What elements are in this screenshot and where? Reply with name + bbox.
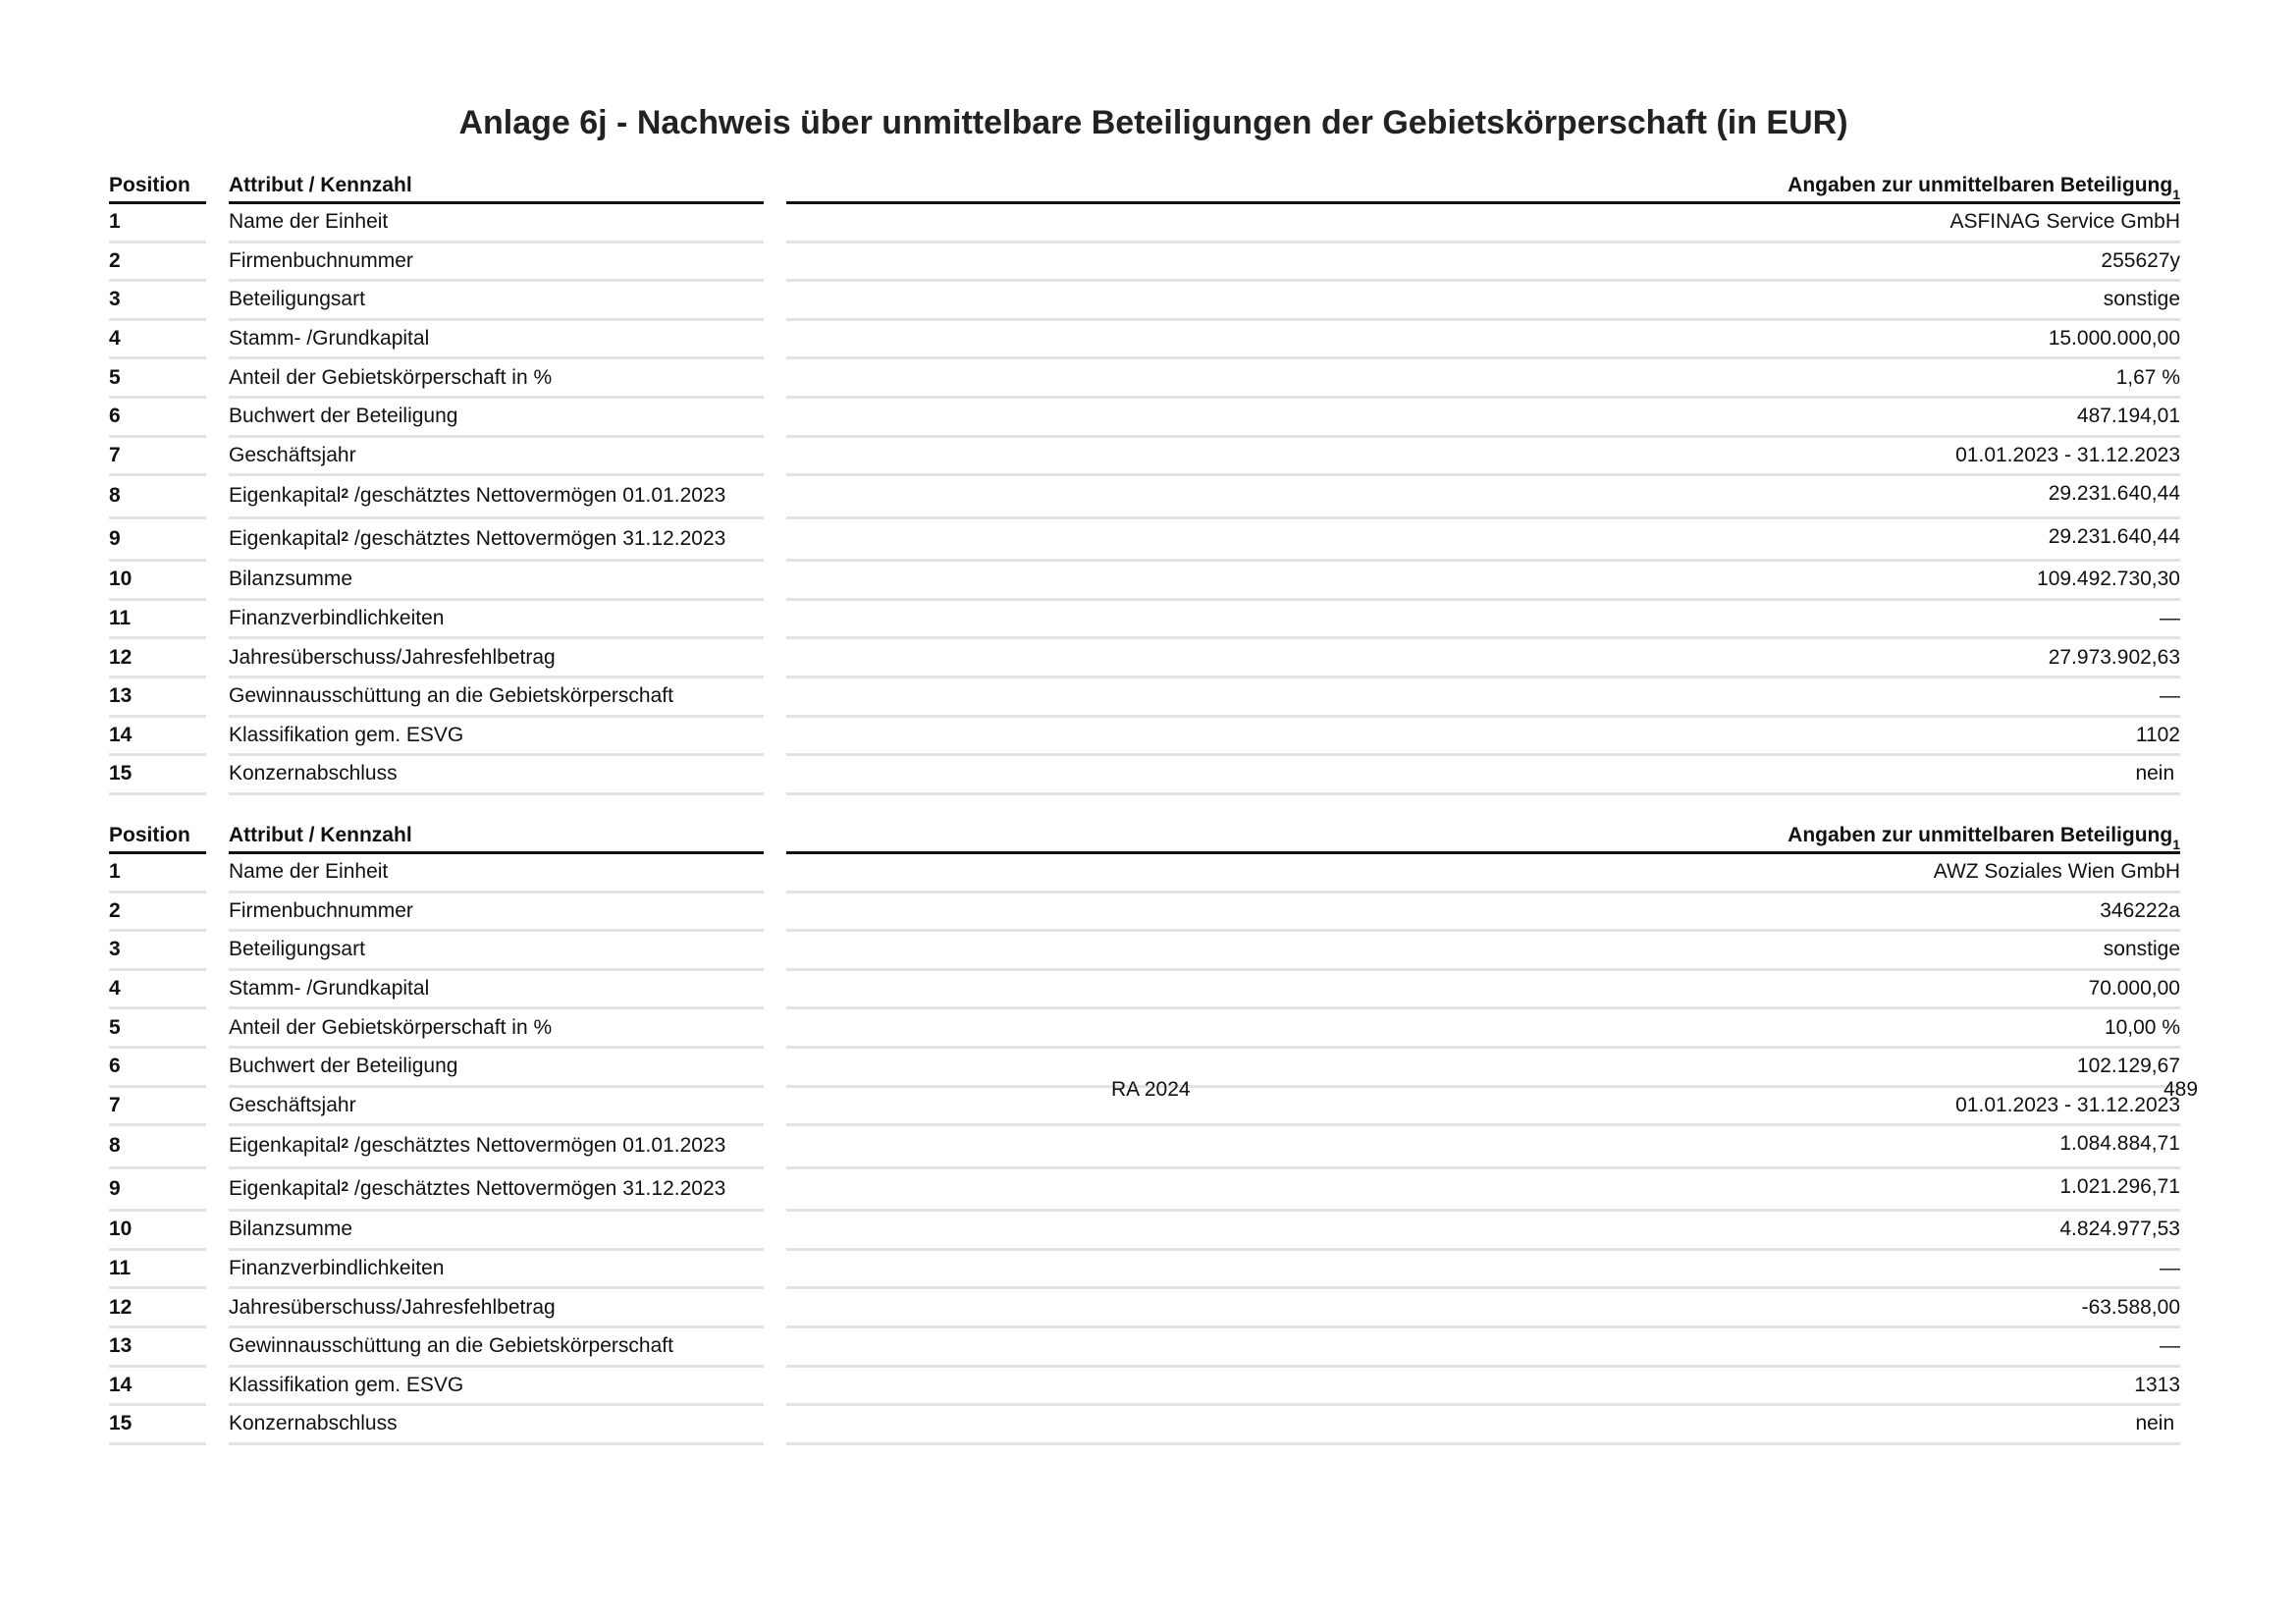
table-row	[109, 438, 2180, 477]
table-row	[109, 1251, 2180, 1290]
table-row	[109, 1289, 2180, 1328]
table-row	[109, 854, 2180, 893]
row-value: 4.824.977,53	[786, 1212, 2180, 1251]
row-attribute: Eigenkapital $^2$ /geschätztes Nettovermögen 31.12.2023	[229, 519, 764, 563]
row-attribute: Eigenkapital $^2$ /geschätztes Nettovermögen 01.01.2023	[229, 1126, 764, 1169]
header-value-label: Angaben zur unmittelbaren Beteiligung	[1788, 824, 2173, 846]
attribute-label: Beteiligungsart	[229, 288, 365, 311]
row-position: 12	[109, 1289, 206, 1328]
attribute-label: Konzernabschluss	[229, 762, 398, 785]
table-row	[109, 282, 2180, 321]
table-row	[109, 893, 2180, 933]
row-value: 1.084.884,71	[786, 1126, 2180, 1169]
row-position: 15	[109, 756, 206, 795]
table-row	[109, 1368, 2180, 1407]
row-value: 01.01.2023 - 31.12.2023	[786, 438, 2180, 477]
attribute-label: Bilanzsumme	[229, 1218, 353, 1241]
attribute-label: Gewinnausschüttung an die Gebietskörperschaft	[229, 1334, 673, 1358]
attribute-label: Buchwert der Beteiligung	[229, 405, 458, 428]
attribute-label: Gewinnausschüttung an die Gebietskörperschaft	[229, 684, 673, 708]
attribute-label: Firmenbuchnummer	[229, 248, 413, 272]
row-attribute	[229, 854, 764, 893]
row-position: 5	[109, 359, 206, 399]
row-value: 102.129,67	[786, 1049, 2180, 1088]
row-attribute	[229, 718, 764, 757]
footer-report-label: RA 2024	[1111, 1078, 1191, 1101]
row-attribute	[229, 678, 764, 718]
row-position: 9	[109, 1169, 206, 1213]
row-attribute	[229, 1251, 764, 1290]
table-row	[109, 601, 2180, 640]
row-position: 13	[109, 678, 206, 718]
table-row	[109, 204, 2180, 244]
row-value: 29.231.640,44	[786, 519, 2180, 563]
table-row	[109, 1212, 2180, 1251]
row-attribute	[229, 438, 764, 477]
row-attribute	[229, 321, 764, 360]
row-position: 7	[109, 1088, 206, 1127]
row-position: 6	[109, 399, 206, 438]
row-attribute	[229, 932, 764, 971]
row-attribute	[229, 282, 764, 321]
row-position: 4	[109, 321, 206, 360]
attribute-label: Klassifikation gem. ESVG	[229, 723, 464, 746]
row-attribute	[229, 1289, 764, 1328]
row-attribute	[229, 601, 764, 640]
attribute-label: Buchwert der Beteiligung	[229, 1055, 458, 1078]
attribute-label: Finanzverbindlichkeiten	[229, 1257, 445, 1280]
row-position: 9	[109, 519, 206, 563]
row-position: 11	[109, 1251, 206, 1290]
attribute-label: Anteil der Gebietskörperschaft in %	[229, 365, 553, 389]
table-header-row	[109, 165, 2180, 204]
footer-page-number: 489	[2163, 1078, 2199, 1101]
row-position: 14	[109, 1368, 206, 1407]
table-row	[109, 476, 2180, 519]
table-row	[109, 932, 2180, 971]
table-row	[109, 244, 2180, 283]
table-row	[109, 1126, 2180, 1169]
row-attribute	[229, 1368, 764, 1407]
row-position: 10	[109, 1212, 206, 1251]
row-value: nein	[786, 756, 2180, 795]
row-value: 10,00 %	[786, 1009, 2180, 1049]
attribute-label: Bilanzsumme	[229, 568, 353, 591]
row-value: ASFINAG Service GmbH	[786, 204, 2180, 244]
row-position: 13	[109, 1328, 206, 1368]
attribute-label: Konzernabschluss	[229, 1412, 398, 1435]
table-header-row	[109, 815, 2180, 854]
row-value: 1102	[786, 718, 2180, 757]
row-value: 27.973.902,63	[786, 639, 2180, 678]
row-value: -63.588,00	[786, 1289, 2180, 1328]
row-value: 15.000.000,00	[786, 321, 2180, 360]
table-row	[109, 359, 2180, 399]
row-value: 109.492.730,30	[786, 562, 2180, 601]
row-value: 346222a	[786, 893, 2180, 933]
attribute-suffix: /geschätztes Nettovermögen 31.12.2023	[348, 1176, 726, 1200]
row-attribute	[229, 893, 764, 933]
row-attribute	[229, 1009, 764, 1049]
table-row	[109, 562, 2180, 601]
header-attribute: Attribut / Kennzahl	[229, 165, 764, 204]
row-value: —	[786, 601, 2180, 640]
row-attribute	[229, 399, 764, 438]
row-position: 8	[109, 1126, 206, 1169]
row-position: 1	[109, 204, 206, 244]
row-value: sonstige	[786, 282, 2180, 321]
row-position: 15	[109, 1406, 206, 1445]
row-position: 10	[109, 562, 206, 601]
row-value: 01.01.2023 - 31.12.2023	[786, 1088, 2180, 1127]
row-value: 1,67 %	[786, 359, 2180, 399]
table-row	[109, 971, 2180, 1010]
row-attribute	[229, 359, 764, 399]
header-value: Angaben zur unmittelbaren Beteiligung $^1$	[786, 165, 2180, 204]
row-attribute	[229, 1212, 764, 1251]
attribute-label: Anteil der Gebietskörperschaft in %	[229, 1015, 553, 1039]
attribute-label: Geschäftsjahr	[229, 443, 356, 466]
header-attribute: Attribut / Kennzahl	[229, 815, 764, 854]
row-attribute	[229, 1088, 764, 1127]
table-row	[109, 1169, 2180, 1213]
row-position: 6	[109, 1049, 206, 1088]
row-attribute	[229, 639, 764, 678]
attribute-label: Eigenkapital	[229, 526, 342, 550]
row-position: 11	[109, 601, 206, 640]
row-position: 1	[109, 854, 206, 893]
header-position: Position	[109, 815, 206, 854]
row-position: 4	[109, 971, 206, 1010]
header-position: Position	[109, 165, 206, 204]
attribute-label: Finanzverbindlichkeiten	[229, 607, 445, 630]
table-row	[109, 399, 2180, 438]
row-attribute	[229, 971, 764, 1010]
attribute-suffix: /geschätztes Nettovermögen 01.01.2023	[348, 1134, 726, 1158]
attribute-label: Jahresüberschuss/Jahresfehlbetrag	[229, 645, 556, 669]
row-position: 2	[109, 244, 206, 283]
row-value: —	[786, 1251, 2180, 1290]
attribute-label: Eigenkapital	[229, 1176, 342, 1200]
attribute-label: Geschäftsjahr	[229, 1093, 356, 1116]
row-position: 3	[109, 932, 206, 971]
row-attribute	[229, 562, 764, 601]
table-row	[109, 678, 2180, 718]
table-row	[109, 639, 2180, 678]
table-row	[109, 718, 2180, 757]
table-row	[109, 1406, 2180, 1445]
participation-table-2	[109, 815, 2180, 1445]
table-row	[109, 756, 2180, 795]
table-row	[109, 519, 2180, 563]
table-row	[109, 1009, 2180, 1049]
row-attribute	[229, 1406, 764, 1445]
row-value: —	[786, 678, 2180, 718]
row-value: 255627y	[786, 244, 2180, 283]
header-value: Angaben zur unmittelbaren Beteiligung $^1$	[786, 815, 2180, 854]
row-value: 1.021.296,71	[786, 1169, 2180, 1213]
row-value: —	[786, 1328, 2180, 1368]
row-position: 12	[109, 639, 206, 678]
table-row	[109, 321, 2180, 360]
attribute-label: Eigenkapital	[229, 484, 342, 508]
row-attribute: Eigenkapital $^2$ /geschätztes Nettovermögen 31.12.2023	[229, 1169, 764, 1213]
row-attribute	[229, 756, 764, 795]
attribute-label: Stamm- /Grundkapital	[229, 977, 430, 1001]
attribute-label: Name der Einheit	[229, 860, 389, 884]
row-value: AWZ Soziales Wien GmbH	[786, 854, 2180, 893]
attribute-suffix: /geschätztes Nettovermögen 01.01.2023	[348, 484, 726, 508]
row-value: 487.194,01	[786, 399, 2180, 438]
header-value-label: Angaben zur unmittelbaren Beteiligung	[1788, 174, 2173, 196]
row-attribute	[229, 244, 764, 283]
attribute-label: Name der Einheit	[229, 210, 389, 234]
attribute-label: Beteiligungsart	[229, 938, 365, 961]
participation-table-1	[109, 165, 2180, 795]
page-title: Anlage 6j - Nachweis über unmittelbare Beteiligungen der Gebietskörperschaft (in EUR)	[458, 104, 1848, 141]
row-position: 7	[109, 438, 206, 477]
row-attribute	[229, 204, 764, 244]
row-attribute	[229, 1049, 764, 1088]
row-position: 2	[109, 893, 206, 933]
row-position: 3	[109, 282, 206, 321]
attribute-label: Stamm- /Grundkapital	[229, 327, 430, 351]
row-position: 5	[109, 1009, 206, 1049]
row-value: 29.231.640,44	[786, 476, 2180, 519]
row-value: 1313	[786, 1368, 2180, 1407]
attribute-label: Klassifikation gem. ESVG	[229, 1373, 464, 1396]
row-position: 14	[109, 718, 206, 757]
row-attribute	[229, 1328, 764, 1368]
row-value: sonstige	[786, 932, 2180, 971]
table-row	[109, 1328, 2180, 1368]
attribute-label: Jahresüberschuss/Jahresfehlbetrag	[229, 1295, 556, 1319]
attribute-label: Firmenbuchnummer	[229, 898, 413, 922]
attribute-suffix: /geschätztes Nettovermögen 31.12.2023	[348, 526, 726, 550]
attribute-label: Eigenkapital	[229, 1134, 342, 1158]
row-attribute: Eigenkapital $^2$ /geschätztes Nettovermögen 01.01.2023	[229, 476, 764, 519]
row-value: nein	[786, 1406, 2180, 1445]
row-position: 8	[109, 476, 206, 519]
row-value: 70.000,00	[786, 971, 2180, 1010]
